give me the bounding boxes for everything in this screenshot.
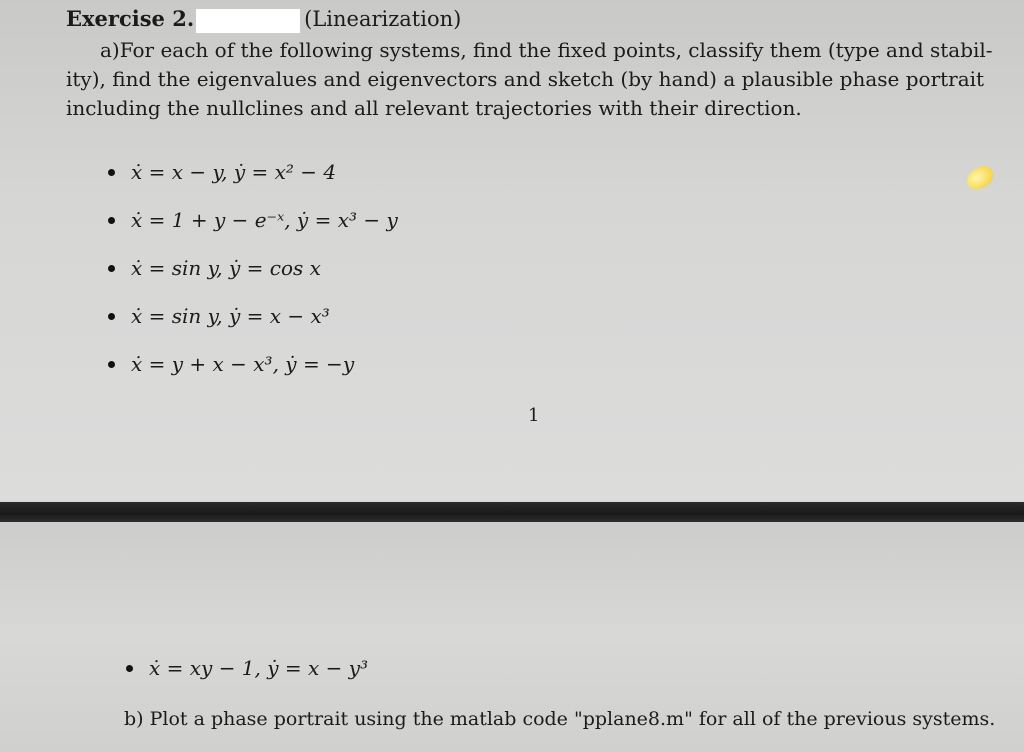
equation-text: ẋ = sin y, ẏ = x − x³: [131, 304, 330, 328]
list-item: [108, 244, 398, 292]
part-a-line-2: ity), find the eigenvalues and eigenvectors and sketch (by hand) a plausible phase portrait: [66, 67, 985, 91]
bullet-icon: [108, 361, 115, 368]
exercise-label: Exercise 2.: [66, 6, 195, 31]
equation-text: ẋ = xy − 1, ẏ = x − y³: [149, 656, 369, 680]
bullet-icon: [108, 169, 115, 176]
equation-text: ẋ = x − y, ẏ = x² − 4: [131, 160, 337, 184]
exercise-title: [66, 6, 461, 33]
equation-text: ẋ = 1 + y − e⁻ˣ, ẏ = x³ − y: [131, 208, 398, 232]
list-item: [108, 340, 398, 388]
part-a-line-3: including the nullclines and all relevant trajectories with their direction.: [66, 96, 802, 120]
equation-text: ẋ = y + x − x³, ẏ = −y: [131, 352, 355, 376]
part-a-line-1: a)For each of the following systems, find the fixed points, classify them (type and stabil-: [100, 38, 993, 62]
bullet-icon: [108, 265, 115, 272]
list-item: [108, 148, 398, 196]
list-item: [126, 656, 368, 680]
sticker-mark: [963, 162, 997, 193]
exercise-topic: (Linearization): [304, 7, 462, 31]
equation-list: [108, 148, 398, 388]
list-item: [108, 292, 398, 340]
page-divider: [0, 502, 1024, 522]
equation-text: ẋ = sin y, ẏ = cos x: [131, 256, 321, 280]
bullet-icon: [108, 217, 115, 224]
redacted-block: [196, 9, 300, 33]
list-item: [108, 196, 398, 244]
bullet-icon: [108, 313, 115, 320]
page-number: 1: [528, 405, 540, 426]
bullet-icon: [126, 665, 133, 672]
part-b-instructions: b) Plot a phase portrait using the matlab code "pplane8.m" for all of the previous systems.: [124, 708, 996, 730]
part-a-instructions: [66, 36, 1001, 123]
